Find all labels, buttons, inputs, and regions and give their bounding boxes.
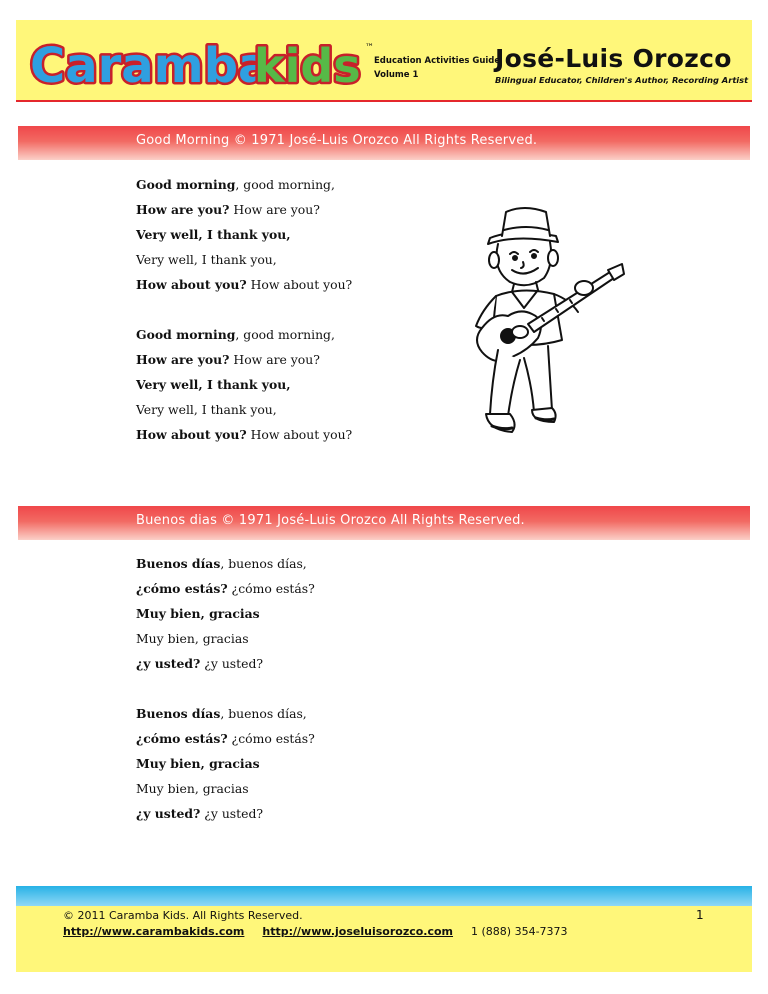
lyrics-good-morning xyxy=(136,172,352,447)
lyric-line: Buenos días, buenos días, xyxy=(136,556,307,571)
footer-copyright: © 2011 Caramba Kids. All Rights Reserved. xyxy=(63,909,303,922)
logo-word-caramba: Caramba xyxy=(30,38,271,94)
guide-volume: Volume 1 xyxy=(374,70,419,80)
lyric-line: Muy bien, gracias xyxy=(136,631,249,646)
lyric-line: Very well, I thank you, xyxy=(136,252,277,267)
page-number: 1 xyxy=(696,908,704,922)
lyric-line: How about you? How about you? xyxy=(136,277,353,292)
lyric-line: Very well, I thank you, xyxy=(136,377,291,392)
lyric-line: How are you? How are you? xyxy=(136,352,320,367)
lyric-line: Muy bien, gracias xyxy=(136,781,249,796)
author-name: José-Luis Orozco xyxy=(495,44,732,73)
guide-info xyxy=(374,54,500,82)
lyric-line: How about you? How about you? xyxy=(136,427,353,442)
stanza-gap xyxy=(136,676,315,701)
header-divider xyxy=(16,100,752,102)
phone-number: 1 (888) 354-7373 xyxy=(471,925,568,938)
lyric-line: ¿y usted? ¿y usted? xyxy=(136,656,264,671)
lyric-line: Buenos días, buenos días, xyxy=(136,706,307,721)
footer-bar xyxy=(16,886,752,906)
lyric-line: Muy bien, gracias xyxy=(136,606,260,621)
logo-word-kids: kids xyxy=(254,39,361,93)
lyric-line: ¿cómo estás? ¿cómo estás? xyxy=(136,731,315,746)
lyric-line: ¿y usted? ¿y usted? xyxy=(136,806,264,821)
stanza-gap xyxy=(136,297,352,322)
author-subtitle: Bilingual Educator, Children's Author, Recording Artist xyxy=(495,75,749,85)
banner-title: Good Morning © 1971 José-Luis Orozco All Rights Reserved. xyxy=(136,133,538,148)
footer xyxy=(16,906,752,972)
lyric-line: Very well, I thank you, xyxy=(136,227,291,242)
section-banner-good-morning xyxy=(18,126,750,160)
lyric-line: Good morning, good morning, xyxy=(136,327,335,342)
lyric-line: Muy bien, gracias xyxy=(136,756,260,771)
lyric-line: Very well, I thank you, xyxy=(136,402,277,417)
carambakids-link[interactable]: http://www.carambakids.com xyxy=(63,925,245,938)
banner-title: Buenos dias © 1971 José-Luis Orozco All Rights Reserved. xyxy=(136,513,525,528)
boy-with-guitar-illustration xyxy=(462,200,630,440)
trademark-symbol: ™ xyxy=(365,43,374,53)
lyric-line: Good morning, good morning, xyxy=(136,177,335,192)
section-banner-buenos-dias xyxy=(18,506,750,540)
footer-links xyxy=(63,925,568,938)
lyric-line: How are you? How are you? xyxy=(136,202,320,217)
guide-title: Education Activities Guide xyxy=(374,56,501,66)
lyric-line: ¿cómo estás? ¿cómo estás? xyxy=(136,581,315,596)
joseluisorozco-link[interactable]: http://www.joseluisorozco.com xyxy=(262,925,454,938)
header xyxy=(16,20,752,102)
carambakids-logo xyxy=(28,32,388,94)
lyrics-buenos-dias xyxy=(136,551,315,826)
